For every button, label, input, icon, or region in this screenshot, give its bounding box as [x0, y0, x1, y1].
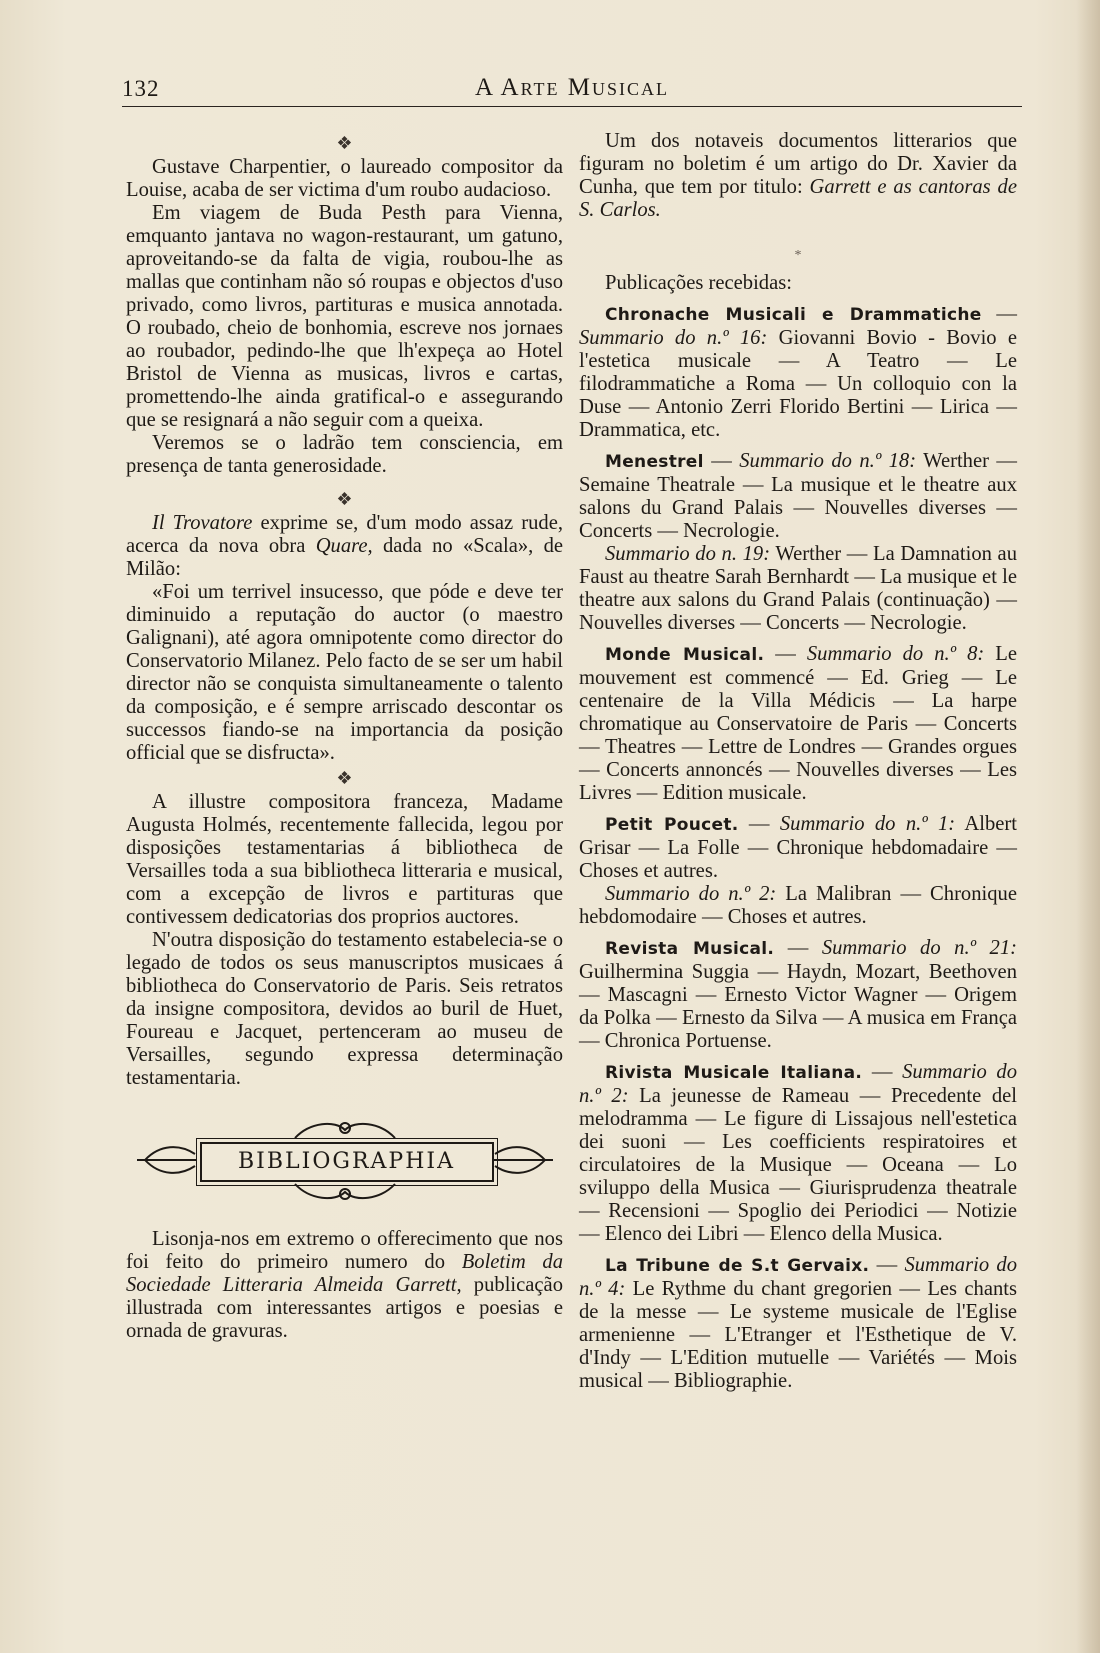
publication-entry [579, 543, 1017, 635]
paragraph-robbery: Em viagem de Buda Pesth para Vienna, emquanto jantava no wagon-restaurant, um gatuno, aproveitando-se da falta de vigia, roubou-lhe as mallas que continham não só roupas e objectos d'uso privado, como livros, partituras e musica annotada. O roubado, cheio de bonhomia, escreve nos jornaes ao roubador, pedindo-lhe que lh'expeça ao Hotel Bristol de Vienna as musicas, livros e cartas, promettendo-lhe ainda gratifical-o e assegurando que se resignará a não seguir com a queixa. [126, 202, 563, 431]
section-ornament-icon: ❖ [336, 133, 353, 153]
summary-contents: Giovanni Bovio - Bovio e l'estetica musicale — A Teatro — Le filodrammatiche a Roma — Un colloquio con la Duse — Antonio Zerri Florido Bertini — Lirica — Drammatica, etc. [579, 327, 1017, 441]
summary-number: Summario do n.º 1: [779, 813, 956, 835]
publications-list [579, 303, 1017, 1393]
page-number: 132 [122, 76, 160, 101]
bibliographia-banner [135, 1114, 555, 1206]
publication-name: Monde Musical. [605, 645, 765, 665]
paragraph-documentos [579, 130, 1017, 222]
asterisk-divider-icon: * [794, 248, 802, 263]
publication-entry [579, 1061, 1017, 1246]
right-column [579, 130, 1017, 1393]
paragraph-charpentier [126, 156, 563, 202]
publication-name: Rivista Musicale Italiana. [605, 1063, 863, 1083]
summary-contents: Albert Grisar — La Folle — Chronique hebdomadaire — Choses et autres. [579, 813, 1018, 882]
publication-entry [579, 450, 1017, 543]
summary-number: Summario do n. 19: [605, 543, 771, 565]
summary-contents: Werther — Semaine Theatrale — La musique et le theatre aux salons du Grand Palais — Nouvelles diverses — Concerts — Necrologie. [579, 450, 1017, 542]
summary-contents: Guilhermina Suggia — Haydn, Mozart, Beethoven — Mascagni — Ernesto Victor Wagner — Origem da Polka — Ernesto da Silva — A musica em França — Chronica Portuense. [579, 961, 1017, 1052]
summary-contents: La Malibran — Chronique hebdomodaire — Choses et autres. [579, 883, 1017, 928]
paragraph-text: dada no «Scala», de Milão: [126, 535, 564, 580]
summary-contents: La jeunesse de Rameau — Precedente del melodramma — Le figure di Lissajous nell'estetica dei suoni — Les coefficients respiratoires et circulatoires de la Musique — Oceana — Lo sviluppo della Musica — Giurisprudenza theatrale — Recensioni — Spoglio dei Periodici — Notizie — Elenco dei Libri — Elenco della Musica. [579, 1085, 1017, 1245]
summary-number: Summario do n.º 18: [739, 450, 917, 472]
paragraph-text: Um dos notaveis documentos litterarios que figuram no boletim é um artigo do Dr. Xavier da Cunha, que tem por titulo: [579, 130, 1017, 198]
italic-title: Garrett e as cantoras de S. Carlos. [579, 176, 1017, 221]
summary-number: Summario do n.º 8: [806, 643, 985, 665]
publication-entry [579, 937, 1017, 1053]
separator: — [862, 1061, 903, 1083]
separator: — [981, 303, 1017, 325]
publication-name: Petit Poucet. [605, 815, 739, 835]
journal-title: A Arte Musical [475, 74, 669, 101]
publication-name: La Tribune de S.t Gervaix. [605, 1256, 870, 1276]
paragraph-text: Lisonja-nos em extremo o offerecimento que nos foi feito do primeiro numero do [126, 1228, 563, 1273]
paragraph-text: Gustave Charpentier, o laureado compositor da Louise, acaba de ser victima d'um roubo audacioso. [126, 156, 563, 201]
publication-name: Chronache Musicali e Drammatiche [605, 305, 982, 325]
summary-number: Summario do n.º 4: [579, 1254, 1017, 1300]
italic-title: Boletim da Sociedade Litteraria Almeida Garrett, [126, 1251, 564, 1296]
summary-contents: Le Rythme du chant gregorien — Les chants de la messe — Le systeme musicale de l'Eglise armenienne — L'Etranger et l'Esthetique de V. d'Indy — L'Edition mutuelle — Variétés — Mois musical — Bibliographie. [579, 1278, 1018, 1392]
summary-number: Summario do n.º 2: [605, 883, 777, 905]
separator: — [738, 813, 780, 835]
summary-contents: Werther — La Damnation au Faust au theatre Sarah Bernhardt — La musique et le theatre aux salons du Grand Palais (continuação) — Nouvelles diverses — Concerts — Necrologie. [579, 543, 1017, 634]
separator: — [774, 937, 822, 959]
summary-number: Summario do n.º 16: [579, 327, 768, 349]
publication-entry [579, 643, 1017, 805]
summary-number: Summario do n.º 21: [821, 937, 1017, 959]
publication-entry [579, 1254, 1017, 1393]
separator: — [764, 643, 807, 665]
paragraph-text: exprime se, d'um modo assaz rude, acerca da nova obra [126, 512, 564, 557]
publication-entry [579, 303, 1017, 442]
paragraph-boletim [126, 1228, 563, 1343]
paragraph-testament: N'outra disposição do testamento estabelecia-se o legado de todos os seus manuscriptos musicaes á bibliotheca do Conservatorio de Paris. Seis retratos da insigne compositora, devidos ao buril de Huet, Foureau e Jacquet, pertenceram ao museu de Versailles, segundo expressa determinação testamentaria. [126, 929, 563, 1089]
publication-name: Menestrel [605, 452, 704, 472]
paragraph-holmes: A illustre compositora franceza, Madame Augusta Holmés, recentemente fallecida, legou por disposições testamentarias á bibliotheca de Versailles toda a sua bibliotheca litteraria e musical, com a excepção de livros e partituras que contivessem dedicatorias dos proprios auctores. [126, 791, 563, 928]
italic-title: Quare, [315, 535, 373, 557]
summary-contents: Le mouvement est commencé — Ed. Grieg — Le centenaire de la Villa Médicis — La harpe chromatique au Conservatoire de Paris — Concerts — Theatres — Lettre de Londres — Grandes orgues — Concerts annoncés — Nouvelles diverses — Les Livres — Edition musicale. [579, 643, 1017, 804]
paragraph-conscience: Veremos se o ladrão tem consciencia, em presença de tanta generosidade. [126, 432, 563, 477]
section-ornament-icon: ❖ [336, 489, 353, 509]
bibliographia-heading: BIBLIOGRAPHIA [200, 1142, 494, 1182]
italic-title: Il Trovatore [152, 512, 253, 534]
paragraph-trovatore [126, 512, 563, 581]
left-column [126, 130, 563, 1343]
section-ornament-icon: ❖ [336, 768, 353, 788]
page-edge-shadow [1076, 0, 1100, 1653]
header-rule [122, 106, 1022, 107]
separator: — [703, 450, 740, 472]
separator: — [869, 1254, 905, 1276]
publication-name: Revista Musical. [605, 939, 775, 959]
publication-entry [579, 813, 1017, 883]
paragraph-text: publicação illustrada com interessantes artigos e poesias e ornada de gravuras. [126, 1274, 563, 1342]
paragraph-quote: «Foi um terrivel insucesso, que póde e deve ter diminuido a reputação do auctor (o maestro Galignani), até agora omnipotente como director do Conservatorio Milanez. Pelo facto de se ser um habil director não se conquista simultaneamente o talento da composição, e é sempre arriscado descontar os successos fiando-se na importancia da posição official que se disfructa». [126, 581, 563, 764]
received-heading: Publicações recebidas: [605, 272, 792, 294]
publication-entry [579, 883, 1017, 929]
summary-number: Summario do n.º 2: [579, 1061, 1017, 1107]
